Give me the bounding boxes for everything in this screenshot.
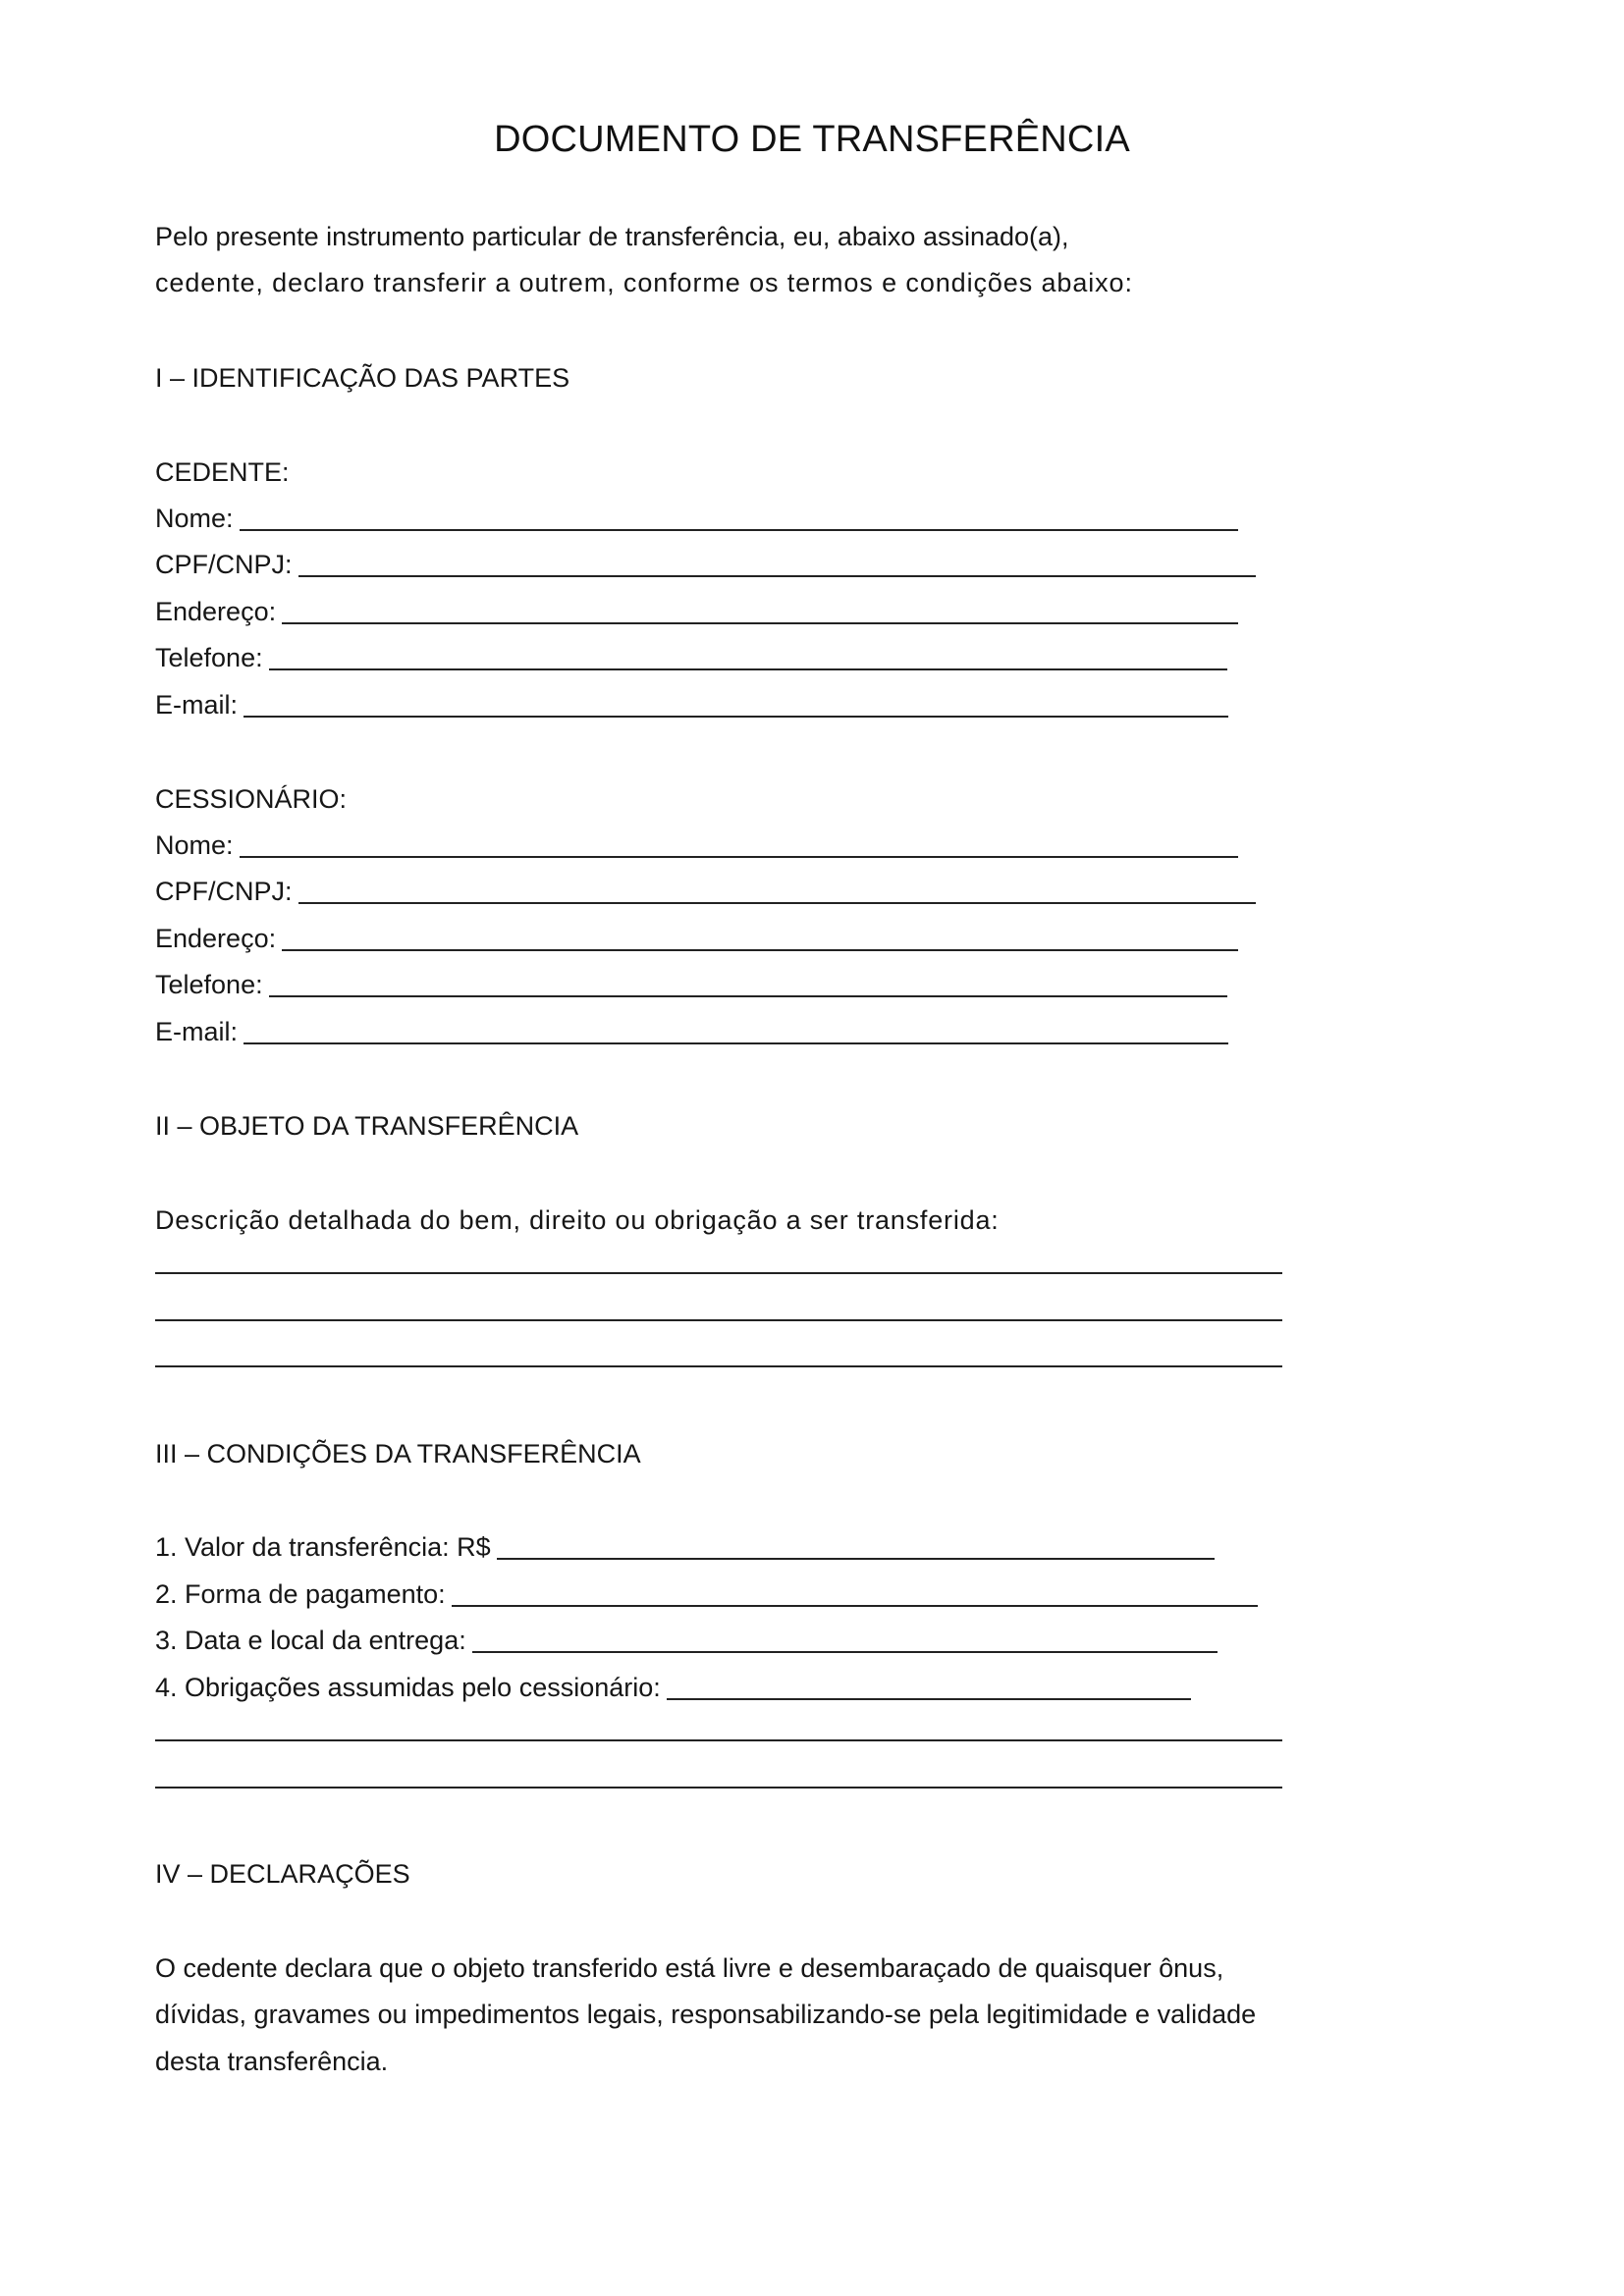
field-label: E-mail: [155,1017,239,1046]
field-label: 3. Data e local da entrega: [155,1626,466,1655]
obrigacoes-cessionario-field[interactable] [155,1671,1191,1704]
valor-transferencia-field[interactable] [155,1530,1215,1564]
field-label: Endereço: [155,597,277,626]
blank-line [240,856,1238,858]
field-label: 4. Obrigações assumidas pelo cessionário: [155,1673,661,1702]
blank-line [497,1558,1215,1560]
blank-line [244,1042,1228,1044]
cessionario-cpf-cnpj-field[interactable] [155,875,1256,908]
blank-line [269,995,1227,997]
field-label: E-mail: [155,690,239,720]
intro-line-1: Pelo presente instrumento particular de transferência, eu, abaixo assinado(a), [155,222,1069,251]
field-label: 1. Valor da transferência: R$ [155,1532,491,1562]
section-3-heading: III – CONDIÇÕES DA TRANSFERÊNCIA [155,1439,641,1468]
cedente-telefone-field[interactable] [155,641,1227,674]
cessionario-email-field[interactable] [155,1015,1228,1048]
field-label: Nome: [155,504,234,533]
declaration-line-3: desta transferência. [155,2047,389,2076]
section-1-heading: I – IDENTIFICAÇÃO DAS PARTES [155,363,570,393]
cessionario-nome-field[interactable] [155,828,1238,862]
obrigacoes-line-1[interactable] [155,1739,1282,1741]
description-line-3[interactable] [155,1365,1282,1367]
data-local-entrega-field[interactable] [155,1624,1218,1657]
cessionario-heading: CESSIONÁRIO: [155,784,348,814]
description-line-2[interactable] [155,1319,1282,1321]
cedente-email-field[interactable] [155,688,1228,721]
blank-line [667,1698,1191,1700]
blank-line [298,575,1256,577]
cedente-endereco-field[interactable] [155,595,1238,628]
blank-line [472,1651,1218,1653]
declaration-line-1: O cedente declara que o objeto transferido está livre e desembaraçado de quaisquer ônus, [155,1953,1224,1983]
cedente-nome-field[interactable] [155,502,1238,535]
field-label: CPF/CNPJ: [155,877,293,906]
field-label: Telefone: [155,970,263,999]
section-2-heading: II – OBJETO DA TRANSFERÊNCIA [155,1111,579,1141]
section-4-heading: IV – DECLARAÇÕES [155,1859,410,1889]
field-label: 2. Forma de pagamento: [155,1579,446,1609]
document-title: DOCUMENTO DE TRANSFERÊNCIA [494,119,1130,160]
cedente-heading: CEDENTE: [155,457,290,487]
cessionario-endereco-field[interactable] [155,922,1238,955]
field-label: Endereço: [155,924,277,953]
blank-line [240,529,1238,531]
field-label: Telefone: [155,643,263,672]
field-label: CPF/CNPJ: [155,550,293,579]
field-label: Nome: [155,830,234,860]
blank-line [298,902,1256,904]
cedente-cpf-cnpj-field[interactable] [155,548,1256,581]
declaration-line-2: dívidas, gravames ou impedimentos legais, responsabilizando-se pela legitimidade e validade [155,2000,1257,2029]
blank-line [452,1605,1258,1607]
object-description-prompt: Descrição detalhada do bem, direito ou obrigação a ser transferida: [155,1205,1000,1235]
forma-pagamento-field[interactable] [155,1577,1258,1611]
blank-line [244,716,1228,718]
description-line-1[interactable] [155,1272,1282,1274]
blank-line [282,622,1238,624]
blank-line [269,668,1227,670]
cessionario-telefone-field[interactable] [155,968,1227,1001]
obrigacoes-line-2[interactable] [155,1787,1282,1789]
intro-line-2: cedente, declaro transferir a outrem, conforme os termos e condições abaixo: [155,268,1133,297]
blank-line [282,949,1238,951]
